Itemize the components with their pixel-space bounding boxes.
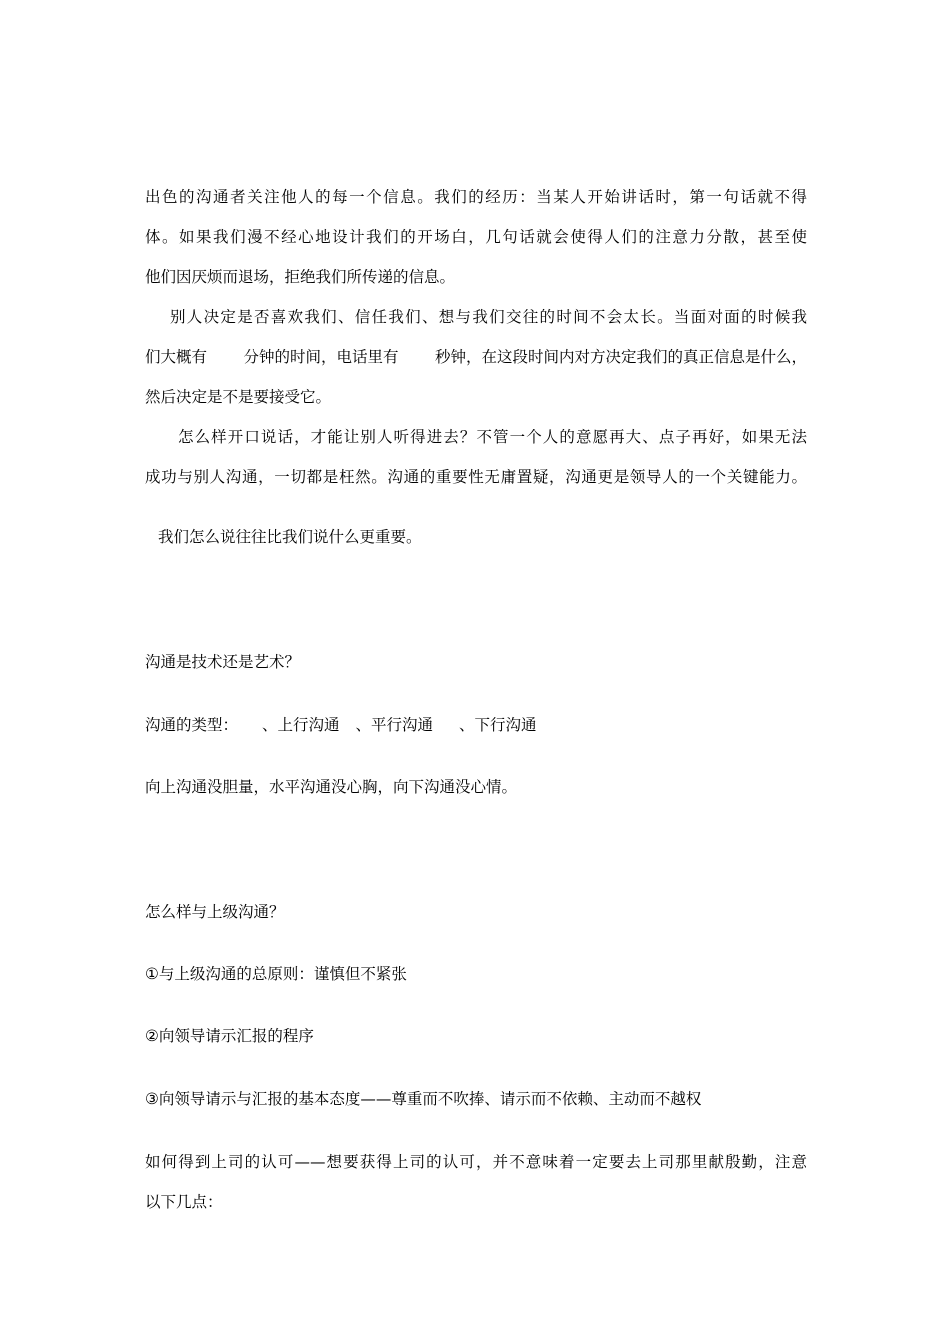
section-1-question: 沟通是技术还是艺术？: [145, 653, 301, 671]
paragraph-4: 我们怎么说往往比我们说什么更重要。: [158, 528, 422, 546]
communication-type-downward: 、下行沟通: [459, 716, 537, 734]
paragraph-2-line-2: [145, 347, 807, 367]
section-1-summary: 向上沟通没胆量，水平沟通没心胸，向下沟通没心情。: [145, 778, 518, 796]
paragraph-2-line-1: 别人决定是否喜欢我们、信任我们、想与我们交往的时间不会太长。当面对面的时候我: [170, 308, 807, 326]
paragraph-2-line-3: 然后决定是不是要接受它。: [145, 388, 332, 406]
paragraph-2-line-2-part-a: 们大概有: [145, 348, 208, 366]
paragraph-1-line-3: 他们因厌烦而退场，拒绝我们所传递的信息。: [145, 268, 456, 286]
paragraph-1-line-2: 体。如果我们漫不经心地设计我们的开场白，几句话就会使得人们的注意力分散，甚至使: [145, 228, 807, 246]
paragraph-1-line-1: 出色的沟通者关注他人的每一个信息。我们的经历：当某人开始讲话时，第一句话就不得: [145, 188, 807, 206]
communication-type-upward: 、上行沟通: [262, 716, 340, 734]
section-2-question: 怎么样与上级沟通？: [145, 903, 285, 921]
paragraph-3-line-2: 成功与别人沟通，一切都是枉然。沟通的重要性无庸置疑，沟通更是领导人的一个关键能力。: [145, 468, 807, 486]
communication-type-horizontal: 、平行沟通: [355, 716, 434, 734]
section-2-item-1: ①与上级沟通的总原则：谨慎但不紧张: [145, 965, 407, 983]
section-2-approval-line-1: 如何得到上司的认可——想要获得上司的认可，并不意味着一定要去上司那里献殷勤，注意: [145, 1153, 807, 1171]
communication-types: [145, 715, 537, 735]
paragraph-3-line-1: 怎么样开口说话，才能让别人听得进去？不管一个人的意愿再大、点子再好，如果无法: [178, 428, 807, 446]
communication-types-label: 沟通的类型：: [145, 716, 239, 734]
section-2-approval-line-2: 以下几点：: [145, 1193, 223, 1211]
paragraph-2-line-2-part-c: 秒钟，在这段时间内对方决定我们的真正信息是什么，: [434, 348, 807, 366]
section-2-item-2: ②向领导请示汇报的程序: [145, 1027, 314, 1045]
paragraph-2-line-2-part-b: 分钟的时间，电话里有: [243, 348, 399, 366]
section-2-item-3: ③向领导请示与汇报的基本态度——尊重而不吹捧、请示而不依赖、主动而不越权: [145, 1090, 702, 1108]
